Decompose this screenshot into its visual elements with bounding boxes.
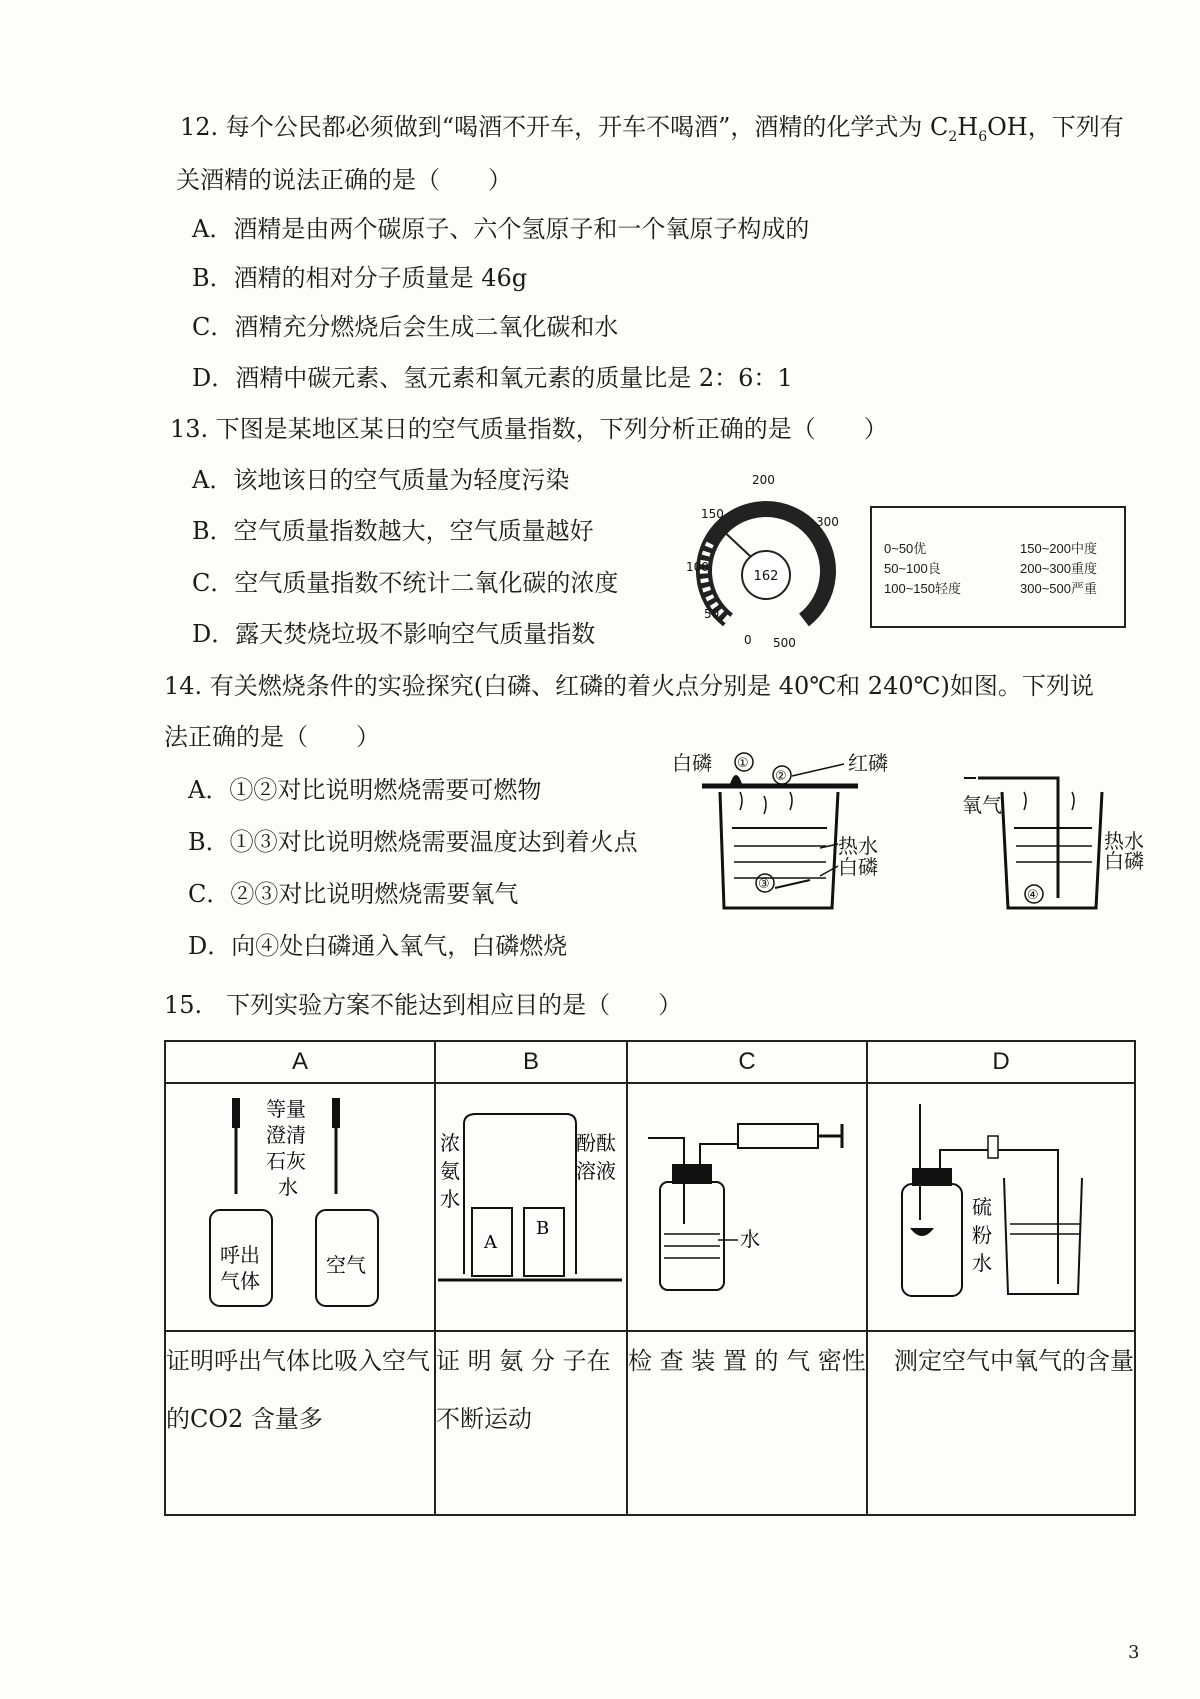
label-nh3-3: 水 xyxy=(440,1187,460,1211)
legend-item: 200~300重度 xyxy=(1020,561,1097,576)
label-oxygen: 氧气 xyxy=(962,793,1002,817)
q15-stem: 15. 下列实验方案不能达到相应目的是（ ） xyxy=(164,991,683,1019)
label-hot-water: 热水 xyxy=(838,834,878,858)
label-air: 空气 xyxy=(326,1253,366,1277)
label-clear: 澄清 xyxy=(266,1123,306,1147)
q12-option-c: C．酒精充分燃烧后会生成二氧化碳和水 xyxy=(192,313,619,341)
label-white-p: 白磷 xyxy=(672,751,712,775)
q15-header-d: D xyxy=(867,1041,1135,1083)
label-phen-1: 酚酞 xyxy=(576,1131,616,1155)
label-white-p3: 白磷 xyxy=(1104,849,1144,873)
gauge-label-50: 50 xyxy=(704,607,720,621)
legend-item: 50~100良 xyxy=(884,561,941,576)
q12-option-a: A．酒精是由两个碳原子、六个氢原子和一个氧原子构成的 xyxy=(192,215,810,243)
q12-stem-line2: 关酒精的说法正确的是（ ） xyxy=(176,166,512,194)
q15-header-a: A xyxy=(165,1041,435,1083)
marker-3: ③ xyxy=(758,877,770,892)
label-red-p: 红磷 xyxy=(848,751,888,775)
gauge-label-300: 300 xyxy=(816,515,839,529)
q14-option-b: B．①③对比说明燃烧需要温度达到着火点 xyxy=(188,828,638,856)
q13-option-c: C．空气质量指数不统计二氧化碳的浓度 xyxy=(192,569,619,597)
aqi-gauge xyxy=(676,470,856,650)
label-white-p2: 白磷 xyxy=(838,855,878,879)
label-water-c: 水 xyxy=(740,1227,760,1251)
marker-2: ② xyxy=(775,769,787,784)
label-sulfur-1: 硫 xyxy=(972,1195,992,1219)
q15-desc-b: 证 明 氨 分 子在不断运动 xyxy=(435,1331,627,1515)
q14-option-c: C．②③对比说明燃烧需要氧气 xyxy=(188,880,519,908)
q15-figure-b xyxy=(435,1083,627,1331)
q15-header-b: B xyxy=(435,1041,627,1083)
beaker-a: A xyxy=(484,1232,497,1253)
label-nh3-2: 氨 xyxy=(440,1159,460,1183)
q15-desc-c: 检 查 装 置 的 气 密性 xyxy=(627,1331,867,1515)
legend-item: 150~200中度 xyxy=(1020,541,1097,556)
gauge-label-150: 150 xyxy=(701,507,724,521)
q14-option-a: A．①②对比说明燃烧需要可燃物 xyxy=(188,776,542,804)
combustion-figure xyxy=(672,748,1152,918)
legend-item: 100~150轻度 xyxy=(884,581,961,596)
label-equal: 等量 xyxy=(266,1097,306,1121)
q13-option-b: B．空气质量指数越大，空气质量越好 xyxy=(192,517,594,545)
q14-option-d: D．向④处白磷通入氧气，白磷燃烧 xyxy=(188,932,568,960)
q15-header-c: C xyxy=(627,1041,867,1083)
gauge-label-100: 100 xyxy=(686,560,709,574)
legend-item: 300~500严重 xyxy=(1020,581,1097,596)
q14-stem-line1: 14. 有关燃烧条件的实验探究(白磷、红磷的着火点分别是 40℃和 240℃)如图。下列说 xyxy=(164,672,1094,700)
label-water: 水 xyxy=(278,1175,298,1199)
marker-1: ① xyxy=(737,756,749,771)
q14-stem-line2: 法正确的是（ ） xyxy=(164,723,380,751)
q15-desc-d: 测定空气中氧气的含量 xyxy=(867,1331,1135,1515)
q12-stem-line1: 12. 每个公民都必须做到“喝酒不开车，开车不喝酒”，酒精的化学式为 $C_2H_6OH$，下列有 xyxy=(180,113,1124,145)
legend-item: 0~50优 xyxy=(884,541,927,556)
aqi-legend xyxy=(870,506,1126,628)
q12-option-b: B．酒精的相对分子质量是 46g xyxy=(192,264,528,292)
q15-figure-c xyxy=(627,1083,867,1331)
label-water-d: 水 xyxy=(972,1251,992,1275)
label-exhaled-2: 气体 xyxy=(220,1269,260,1293)
page-number: 3 xyxy=(1128,1642,1140,1663)
gauge-label-500: 500 xyxy=(773,636,796,650)
q12-option-d: D．酒精中碳元素、氢元素和氧元素的质量比是 2：6：1 xyxy=(192,364,793,392)
q15-table xyxy=(164,1040,1136,1516)
gauge-value: 162 xyxy=(753,569,779,584)
q13-option-d: D．露天焚烧垃圾不影响空气质量指数 xyxy=(192,620,596,648)
label-nh3-1: 浓 xyxy=(440,1131,460,1155)
q15-figure-a xyxy=(165,1083,435,1331)
label-phen-2: 溶液 xyxy=(576,1159,616,1183)
q15-figure-d xyxy=(867,1083,1135,1331)
label-sulfur-2: 粉 xyxy=(972,1223,992,1247)
label-exhaled-1: 呼出 xyxy=(220,1243,260,1267)
beaker-b: B xyxy=(536,1218,550,1239)
label-hot-water2: 热水 xyxy=(1104,829,1144,853)
q13-option-a: A．该地该日的空气质量为轻度污染 xyxy=(192,466,570,494)
gauge-label-0: 0 xyxy=(744,633,752,647)
q13-stem: 13. 下图是某地区某日的空气质量指数，下列分析正确的是（ ） xyxy=(170,415,888,443)
gauge-label-200: 200 xyxy=(752,473,775,487)
label-lime: 石灰 xyxy=(266,1149,306,1173)
q15-desc-a: 证明呼出气体比吸入空气的CO2 含量多 xyxy=(165,1331,435,1515)
marker-4: ④ xyxy=(1027,888,1039,903)
